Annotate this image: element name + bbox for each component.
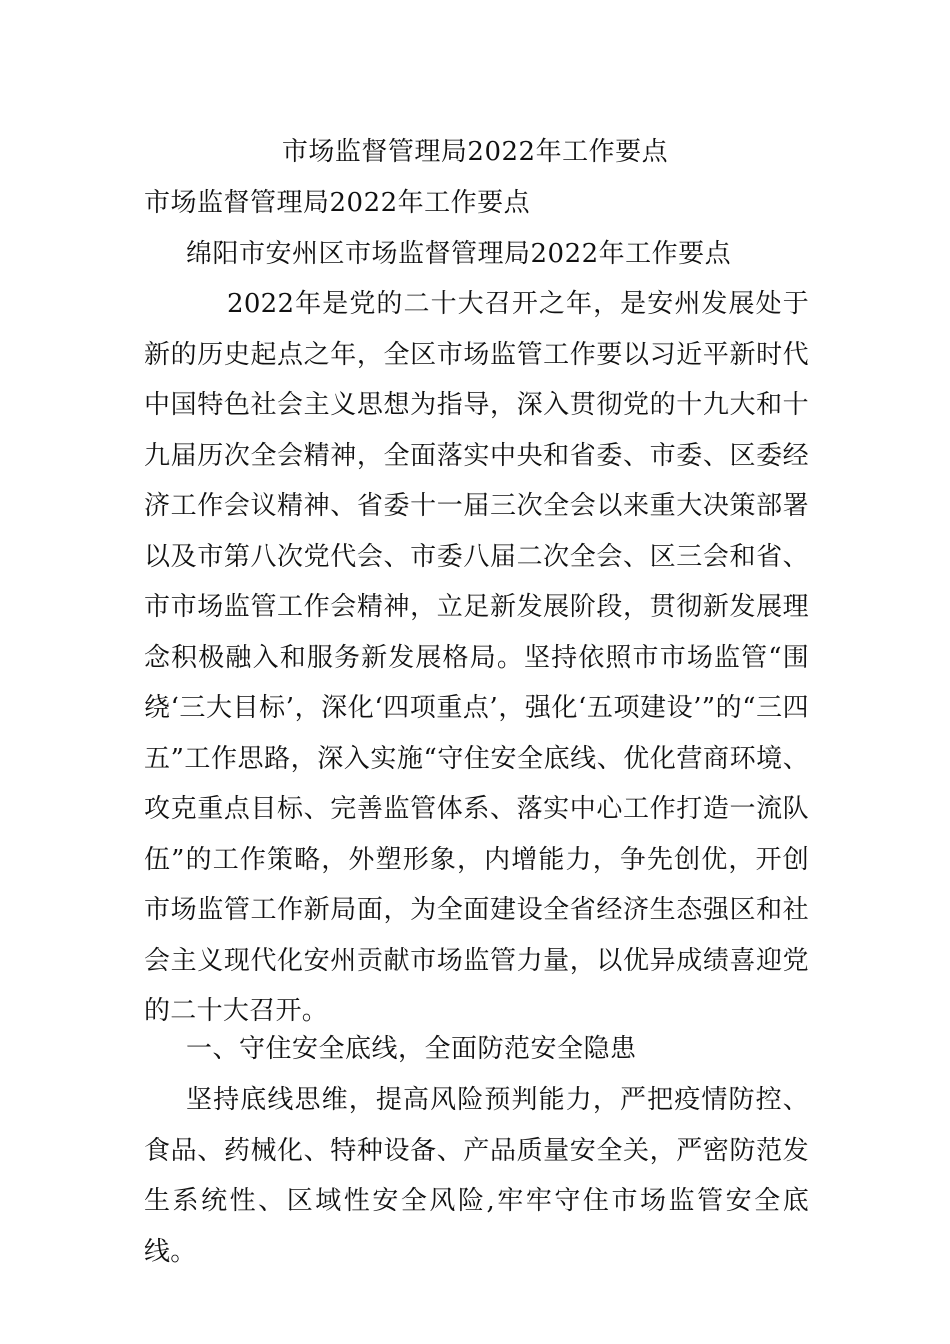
document-title: 市场监督管理局2022年工作要点 <box>281 137 669 167</box>
organization-title: 绵阳市安州区市场监督管理局2022年工作要点 <box>186 239 732 269</box>
section-one-paragraph: 坚持底线思维，提高风险预判能力，严把疫情防控、食品、药械化、特种设备、产品质量安全关，严密防范发生系统性、区域性安全风险,牢牢守住市场监管安全底线。 <box>144 1085 809 1267</box>
section-one-heading: 一、守住安全底线，全面防范安全隐患 <box>186 1034 637 1064</box>
intro-paragraph: 2022年是党的二十大召开之年，是安州发展处于新的历史起点之年，全区市场监管工作要以习近平新时代中国特色社会主义思想为指导，深入贯彻党的十九大和十九届历次全会精神，全面落实中央和省委、市委、区委经济工作会议精神、省委十一届三次全会以来重大决策部署以及市第八次党代会、市委八届二次全会、区三会和省、市市场监管工作会精神，立足新发展阶段，贯彻新发展理念积极融入和服务新发展格局。坚持依照市市场监管“围绕‘三大目标’，深化‘四项重点’，强化‘五项建设’”的“三四五”工作思路，深入实施“守住安全底线、优化营商环境、攻克重点目标、完善监管体系、落实中心工作打造一流队伍”的工作策略，外塑形象，内增能力，争先创优，开创市场监管工作新局面，为全面建设全省经济生态强区和社会主义现代化安州贡献市场监管力量，以优异成绩喜迎党的二十大召开。 <box>144 289 809 1026</box>
document-subtitle: 市场监督管理局2022年工作要点 <box>144 188 531 218</box>
